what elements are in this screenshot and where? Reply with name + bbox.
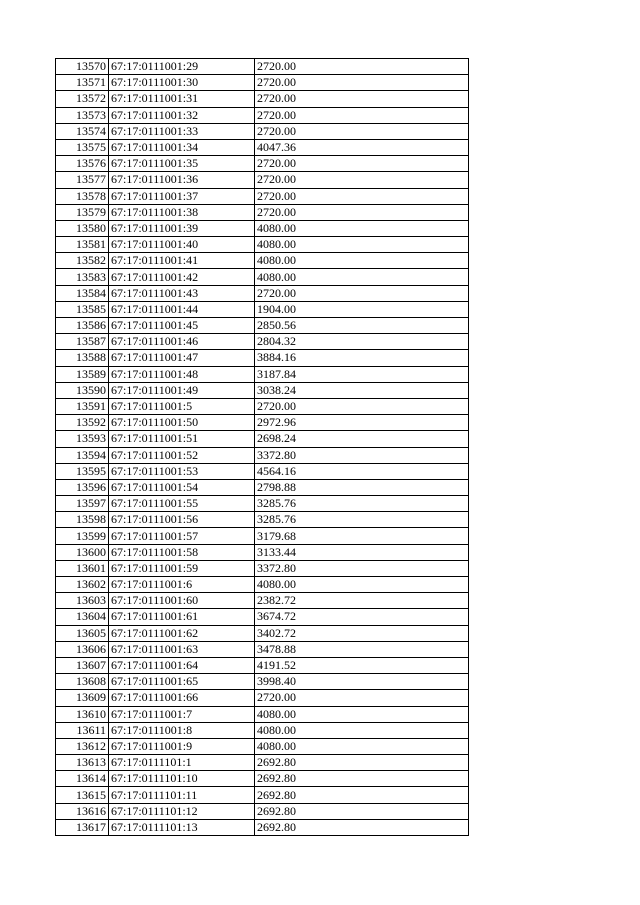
table-row (56, 593, 469, 609)
value-cell: 4047.36 (255, 139, 469, 155)
value-cell: 2972.96 (255, 415, 469, 431)
cadastral-number-cell: 67:17:0111001:56 (109, 512, 255, 528)
value-cell: 2692.80 (255, 755, 469, 771)
cadastral-number-cell: 67:17:0111001:30 (109, 75, 255, 91)
value-cell: 4191.52 (255, 657, 469, 673)
cadastral-number-cell: 67:17:0111001:66 (109, 690, 255, 706)
row-number-cell: 13577 (56, 172, 109, 188)
cadastral-number-cell: 67:17:0111001:50 (109, 415, 255, 431)
table-row (56, 738, 469, 754)
value-cell: 2720.00 (255, 398, 469, 414)
cadastral-number-cell: 67:17:0111001:57 (109, 528, 255, 544)
row-number-cell: 13582 (56, 253, 109, 269)
cadastral-number-cell: 67:17:0111001:38 (109, 204, 255, 220)
cadastral-number-cell: 67:17:0111001:51 (109, 431, 255, 447)
table-row (56, 690, 469, 706)
cadastral-number-cell: 67:17:0111001:64 (109, 657, 255, 673)
value-cell: 2720.00 (255, 188, 469, 204)
table-row (56, 285, 469, 301)
value-cell: 2698.24 (255, 431, 469, 447)
row-number-cell: 13584 (56, 285, 109, 301)
row-number-cell: 13605 (56, 625, 109, 641)
cadastral-number-cell: 67:17:0111001:6 (109, 577, 255, 593)
table-row (56, 819, 469, 835)
table-row (56, 107, 469, 123)
row-number-cell: 13610 (56, 706, 109, 722)
table-row (56, 560, 469, 576)
table-row (56, 657, 469, 673)
row-number-cell: 13585 (56, 301, 109, 317)
value-cell: 4080.00 (255, 220, 469, 236)
row-number-cell: 13613 (56, 755, 109, 771)
table-row (56, 334, 469, 350)
value-cell: 2720.00 (255, 172, 469, 188)
row-number-cell: 13587 (56, 334, 109, 350)
cadastral-number-cell: 67:17:0111001:31 (109, 91, 255, 107)
row-number-cell: 13602 (56, 577, 109, 593)
row-number-cell: 13588 (56, 350, 109, 366)
table-row (56, 91, 469, 107)
row-number-cell: 13572 (56, 91, 109, 107)
row-number-cell: 13583 (56, 269, 109, 285)
cadastral-number-cell: 67:17:0111001:54 (109, 479, 255, 495)
value-cell: 3674.72 (255, 609, 469, 625)
table-row (56, 706, 469, 722)
table-row (56, 447, 469, 463)
cadastral-number-cell: 67:17:0111101:13 (109, 819, 255, 835)
value-cell: 2692.80 (255, 787, 469, 803)
table-row (56, 431, 469, 447)
table-row (56, 318, 469, 334)
value-cell: 3285.76 (255, 512, 469, 528)
value-cell: 2720.00 (255, 156, 469, 172)
value-cell: 4080.00 (255, 253, 469, 269)
cadastral-number-cell: 67:17:0111001:44 (109, 301, 255, 317)
table-row (56, 512, 469, 528)
table-row (56, 722, 469, 738)
cadastral-number-cell: 67:17:0111001:32 (109, 107, 255, 123)
row-number-cell: 13575 (56, 139, 109, 155)
table-body (56, 59, 469, 836)
value-cell: 2692.80 (255, 819, 469, 835)
table-row (56, 625, 469, 641)
data-table (55, 58, 469, 836)
cadastral-number-cell: 67:17:0111001:35 (109, 156, 255, 172)
table-row (56, 528, 469, 544)
value-cell: 3133.44 (255, 544, 469, 560)
row-number-cell: 13596 (56, 479, 109, 495)
table-row (56, 755, 469, 771)
row-number-cell: 13616 (56, 803, 109, 819)
value-cell: 2804.32 (255, 334, 469, 350)
row-number-cell: 13603 (56, 593, 109, 609)
cadastral-number-cell: 67:17:0111001:40 (109, 237, 255, 253)
row-number-cell: 13614 (56, 771, 109, 787)
cadastral-number-cell: 67:17:0111001:53 (109, 463, 255, 479)
value-cell: 4080.00 (255, 738, 469, 754)
value-cell: 2382.72 (255, 593, 469, 609)
table-row (56, 463, 469, 479)
row-number-cell: 13574 (56, 123, 109, 139)
cadastral-number-cell: 67:17:0111001:48 (109, 366, 255, 382)
value-cell: 3179.68 (255, 528, 469, 544)
table-row (56, 172, 469, 188)
row-number-cell: 13615 (56, 787, 109, 803)
cadastral-number-cell: 67:17:0111001:39 (109, 220, 255, 236)
table-row (56, 674, 469, 690)
row-number-cell: 13591 (56, 398, 109, 414)
table-row (56, 641, 469, 657)
table-row (56, 188, 469, 204)
row-number-cell: 13593 (56, 431, 109, 447)
cadastral-number-cell: 67:17:0111101:12 (109, 803, 255, 819)
row-number-cell: 13599 (56, 528, 109, 544)
table-row (56, 204, 469, 220)
cadastral-number-cell: 67:17:0111001:62 (109, 625, 255, 641)
cadastral-number-cell: 67:17:0111001:47 (109, 350, 255, 366)
row-number-cell: 13590 (56, 382, 109, 398)
row-number-cell: 13581 (56, 237, 109, 253)
cadastral-number-cell: 67:17:0111001:8 (109, 722, 255, 738)
table-row (56, 771, 469, 787)
table-row (56, 415, 469, 431)
value-cell: 2798.88 (255, 479, 469, 495)
cadastral-number-cell: 67:17:0111101:1 (109, 755, 255, 771)
value-cell: 4080.00 (255, 706, 469, 722)
cadastral-number-cell: 67:17:0111001:49 (109, 382, 255, 398)
cadastral-number-cell: 67:17:0111001:55 (109, 496, 255, 512)
row-number-cell: 13578 (56, 188, 109, 204)
table-row (56, 803, 469, 819)
value-cell: 4080.00 (255, 269, 469, 285)
row-number-cell: 13597 (56, 496, 109, 512)
cadastral-number-cell: 67:17:0111001:33 (109, 123, 255, 139)
table-row (56, 787, 469, 803)
row-number-cell: 13579 (56, 204, 109, 220)
value-cell: 3998.40 (255, 674, 469, 690)
cadastral-number-cell: 67:17:0111101:10 (109, 771, 255, 787)
row-number-cell: 13609 (56, 690, 109, 706)
row-number-cell: 13611 (56, 722, 109, 738)
row-number-cell: 13617 (56, 819, 109, 835)
row-number-cell: 13608 (56, 674, 109, 690)
value-cell: 3187.84 (255, 366, 469, 382)
table-row (56, 366, 469, 382)
row-number-cell: 13589 (56, 366, 109, 382)
cadastral-number-cell: 67:17:0111001:58 (109, 544, 255, 560)
cadastral-number-cell: 67:17:0111001:59 (109, 560, 255, 576)
value-cell: 3285.76 (255, 496, 469, 512)
value-cell: 2720.00 (255, 123, 469, 139)
row-number-cell: 13607 (56, 657, 109, 673)
cadastral-number-cell: 67:17:0111001:37 (109, 188, 255, 204)
value-cell: 2720.00 (255, 75, 469, 91)
cadastral-number-cell: 67:17:0111001:61 (109, 609, 255, 625)
row-number-cell: 13594 (56, 447, 109, 463)
value-cell: 2692.80 (255, 771, 469, 787)
value-cell: 4080.00 (255, 237, 469, 253)
cadastral-number-cell: 67:17:0111001:9 (109, 738, 255, 754)
table-row (56, 479, 469, 495)
row-number-cell: 13573 (56, 107, 109, 123)
value-cell: 3478.88 (255, 641, 469, 657)
cadastral-number-cell: 67:17:0111001:46 (109, 334, 255, 350)
cadastral-number-cell: 67:17:0111001:41 (109, 253, 255, 269)
cadastral-number-cell: 67:17:0111101:11 (109, 787, 255, 803)
row-number-cell: 13592 (56, 415, 109, 431)
table-row (56, 301, 469, 317)
value-cell: 2720.00 (255, 59, 469, 75)
table-row (56, 609, 469, 625)
row-number-cell: 13571 (56, 75, 109, 91)
cadastral-number-cell: 67:17:0111001:65 (109, 674, 255, 690)
row-number-cell: 13580 (56, 220, 109, 236)
row-number-cell: 13612 (56, 738, 109, 754)
table-row (56, 544, 469, 560)
value-cell: 4080.00 (255, 577, 469, 593)
table-row (56, 156, 469, 172)
value-cell: 2720.00 (255, 107, 469, 123)
table-row (56, 139, 469, 155)
row-number-cell: 13604 (56, 609, 109, 625)
value-cell: 3884.16 (255, 350, 469, 366)
value-cell: 3372.80 (255, 447, 469, 463)
value-cell: 2850.56 (255, 318, 469, 334)
cadastral-number-cell: 67:17:0111001:45 (109, 318, 255, 334)
row-number-cell: 13595 (56, 463, 109, 479)
cadastral-number-cell: 67:17:0111001:52 (109, 447, 255, 463)
table-row (56, 382, 469, 398)
cadastral-number-cell: 67:17:0111001:7 (109, 706, 255, 722)
value-cell: 2720.00 (255, 690, 469, 706)
row-number-cell: 13600 (56, 544, 109, 560)
value-cell: 2692.80 (255, 803, 469, 819)
cadastral-number-cell: 67:17:0111001:29 (109, 59, 255, 75)
table-row (56, 269, 469, 285)
table-row (56, 253, 469, 269)
value-cell: 2720.00 (255, 91, 469, 107)
cadastral-number-cell: 67:17:0111001:36 (109, 172, 255, 188)
table-row (56, 75, 469, 91)
table-row (56, 59, 469, 75)
cadastral-number-cell: 67:17:0111001:34 (109, 139, 255, 155)
cadastral-number-cell: 67:17:0111001:43 (109, 285, 255, 301)
value-cell: 1904.00 (255, 301, 469, 317)
cadastral-number-cell: 67:17:0111001:5 (109, 398, 255, 414)
row-number-cell: 13576 (56, 156, 109, 172)
table-row (56, 496, 469, 512)
row-number-cell: 13601 (56, 560, 109, 576)
value-cell: 3402.72 (255, 625, 469, 641)
row-number-cell: 13570 (56, 59, 109, 75)
cadastral-number-cell: 67:17:0111001:60 (109, 593, 255, 609)
cadastral-number-cell: 67:17:0111001:63 (109, 641, 255, 657)
table-row (56, 123, 469, 139)
row-number-cell: 13606 (56, 641, 109, 657)
table-row (56, 577, 469, 593)
table-row (56, 398, 469, 414)
row-number-cell: 13586 (56, 318, 109, 334)
value-cell: 3372.80 (255, 560, 469, 576)
table-row (56, 350, 469, 366)
row-number-cell: 13598 (56, 512, 109, 528)
value-cell: 4080.00 (255, 722, 469, 738)
table-row (56, 237, 469, 253)
table-row (56, 220, 469, 236)
value-cell: 2720.00 (255, 285, 469, 301)
value-cell: 4564.16 (255, 463, 469, 479)
value-cell: 3038.24 (255, 382, 469, 398)
value-cell: 2720.00 (255, 204, 469, 220)
cadastral-number-cell: 67:17:0111001:42 (109, 269, 255, 285)
